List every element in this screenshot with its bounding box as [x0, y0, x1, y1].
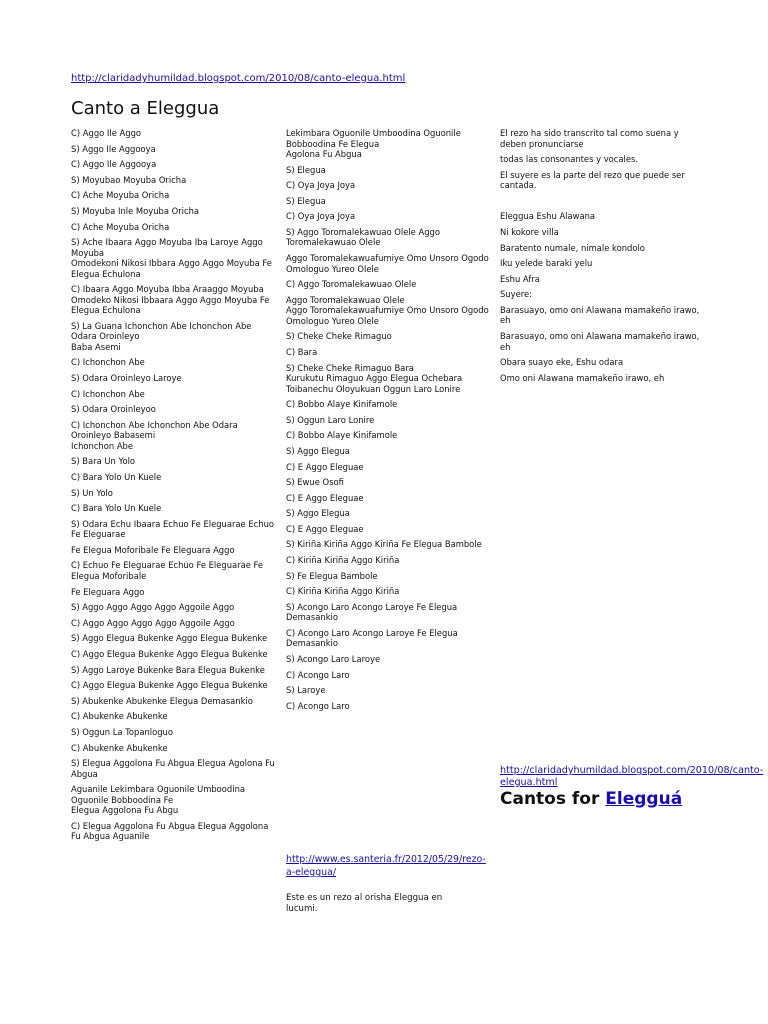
lyric-line: El rezo ha sido transcrito tal como suena y deben pronunciarse: [500, 128, 679, 149]
lyric-line: S) Elegua Aggolona Fu Abgua Elegua Agolona Fu Abgua: [71, 758, 275, 779]
lyric-line: S) Un Yolo: [71, 487, 113, 498]
lyric-line: C) Bobbo Alaye Kinifamole: [286, 430, 398, 441]
lyric-line: Fe Eleguara Aggo: [71, 586, 145, 597]
lyric-line: S) Cheke Cheke Rimaguo: [286, 331, 392, 342]
lyric-line: S) Odara Echu Ibaara Echuo Fe Eleguarae Echuo Fe Eleguarae: [71, 518, 275, 540]
lyric-line: S) Odara Oroinleyo Laroye: [71, 373, 182, 384]
lyric-line: S) Oggun La Topanloguo: [71, 726, 173, 737]
lyric-line: C) Abukenke Abukenke: [71, 711, 168, 722]
lyric-line: S) Aggo Elegua Bukenke Aggo Elegua Bukenke: [71, 633, 268, 644]
lyric-line: S) Kiriña Kiriña Aggo Kiriña Fe Elegua Bambole: [286, 539, 482, 550]
lyric-line: Aggo Toromalekawuafumiye Omo Unsoro Ogodo Omologuo Yureo Olele: [286, 253, 489, 274]
lyric-line: S) Cheke Cheke Rimaguo Bara Kurukutu Rimaguo Aggo Elegua Ochebara Toibanechu Oloyukuan Oggun Laro Lonire: [286, 362, 463, 394]
lyric-line: C) Bara: [286, 346, 318, 357]
lyric-line: S) Aggo Aggo Aggo Aggo Aggoile Aggo: [71, 602, 235, 613]
cantos-heading-text: Cantos for: [500, 789, 606, 809]
lyric-line: C) Bara Yolo Un Kuele: [71, 503, 162, 514]
lyric-line: S) Aggo Laroye Bukenke Bara Elegua Bukenke: [71, 664, 265, 675]
lyric-line: Omo oni Alawana mamakeño irawo, eh: [500, 372, 665, 383]
lyric-line: S) Ewue Osofi: [286, 477, 344, 488]
lyric-line: C) Acongo Laro Acongo Laroye Fe Elegua Demasankio: [286, 627, 458, 649]
lyric-line: El suyere es la parte del rezo que puede ser cantada.: [500, 169, 685, 191]
lyric-line: Ni kokore villa: [500, 226, 559, 237]
lyric-line: S) Moyubao Moyuba Oricha: [71, 174, 187, 185]
cantos-heading: [500, 789, 682, 809]
lyric-line: S) Bara Un Yolo: [71, 456, 136, 467]
lyric-line: C) Aggo Toromalekawuao Olele: [286, 279, 417, 290]
page-title: Canto a Eleggua: [71, 98, 220, 119]
lyric-line: Aguanile Lekimbara Oguonile Umboodina Oguonile Bobboodina Fe Elegua Aggolona Fu Abgu: [71, 784, 246, 816]
lyric-line: S) Laroye: [286, 685, 326, 696]
lyric-line: S) Acongo Laro Acongo Laroye Fe Elegua Demasankio: [286, 601, 458, 623]
lyric-line: C) Aggo Aggo Aggo Aggo Aggoile Aggo: [71, 617, 235, 628]
lyric-line: S) Fe Elegua Bambole: [286, 570, 378, 581]
lyric-line: C) Elegua Aggolona Fu Abgua Elegua Aggolona Fu Abgua Aguanile: [71, 820, 269, 842]
lyric-line: C) Aggo Ile Aggo: [71, 128, 142, 138]
lyric-line: C) Kiriña Kiriña Aggo Kiriña: [286, 586, 400, 597]
lyric-line: S) Oggun Laro Lonire: [286, 414, 375, 425]
lyric-line: C) Aggo Elegua Bukenke Aggo Elegua Bukenke: [71, 680, 268, 691]
lyric-line: S) Moyuba Inle Moyuba Oricha: [71, 205, 200, 216]
lyric-line: C) E Aggo Eleguae: [286, 492, 364, 503]
eleggua-link[interactable]: Elegguá: [605, 789, 683, 809]
lyric-line: C) Oya Joya Joya: [286, 211, 356, 222]
lyric-line: Baratento numale, nimale kondolo: [500, 242, 645, 253]
lyric-line: C) Echuo Fe Eleguarae Echuo Fe Eleguarae Fe Elegua Moforibale: [71, 560, 264, 581]
lyric-line: todas las consonantes y vocales.: [500, 154, 639, 165]
lyric-line: S) Acongo Laro Laroye: [286, 654, 381, 665]
lyric-line: [500, 196, 705, 207]
lyric-line: C) Aggo Ile Aggooya: [71, 159, 157, 170]
lyric-line: Barasuayo, omo oni Alawana mamakeño irawo, eh: [500, 331, 700, 352]
lyric-line: C) Ache Moyuba Oricha: [71, 221, 170, 232]
lyric-line: S) Odara Oroinleyoo: [71, 404, 156, 415]
lyric-line: Eleggua Eshu Alawana: [500, 211, 596, 222]
lyric-line: C) Bobbo Alaye Kinifamole: [286, 399, 398, 410]
lyric-line: C) Ichonchon Abe Ichonchon Abe Odara Oroinleyo Babasemi Ichonchon Abe: [71, 419, 238, 451]
lyrics-column-1: [71, 128, 276, 847]
lyric-line: Suyere:: [500, 289, 532, 300]
lyric-line: C) Bara Yolo Un Kuele: [71, 472, 162, 482]
lyric-line: Aggo Toromalekawuao Olele Aggo Toromalekawuafumiye Omo Unsoro Ogodo Omologuo Yureo Olele: [286, 294, 489, 326]
notes-column: [500, 128, 705, 388]
lyric-line: S) Aggo Elegua: [286, 508, 350, 519]
lyric-line: S) Ache Ibaara Aggo Moyuba Iba Laroye Aggo Moyuba Omodekoni Nikosi Ibbara Aggo Aggo Moyuba Fe Elegua Echulona: [71, 237, 272, 279]
lyric-line: Eshu Afra: [500, 273, 540, 284]
lyric-line: C) Kiriña Kiriña Aggo Kiriña: [286, 555, 400, 566]
lyric-line: S) Elegua: [286, 164, 326, 175]
lyrics-column-2: [286, 128, 491, 716]
lyric-line: C) E Aggo Eleguae: [286, 523, 364, 534]
lyric-line: C) Aggo Elegua Bukenke Aggo Elegua Bukenke: [71, 648, 268, 659]
lyric-line: C) Abukenke Abukenke: [71, 742, 168, 753]
lyric-line: C) E Aggo Eleguae: [286, 461, 364, 472]
lyric-line: S) La Guana Ichonchon Abe Ichonchon Abe Odara Oroinleyo Baba Asemi: [71, 320, 252, 352]
source-link-bottom[interactable]: http://claridadyhumildad.blogspot.com/2010/08/canto-elegua.html: [500, 765, 764, 788]
lyric-line: C) Acongo Laro: [286, 669, 350, 680]
lyric-line: Fe Elegua Moforibale Fe Eleguara Aggo: [71, 544, 235, 555]
lyric-line: S) Abukenke Abukenke Elegua Demasankio: [71, 695, 253, 706]
lyric-line: C) Ichonchon Abe: [71, 388, 145, 399]
lyric-line: Lekimbara Oguonile Umboodina Oguonile Bobboodina Fe Elegua Agolona Fu Abgua: [286, 128, 461, 159]
lyric-line: C) Oya Joya Joya: [286, 180, 356, 191]
lyric-line: S) Elegua: [286, 195, 326, 206]
lyric-line: Barasuayo, omo oni Alawana mamakeño irawo, eh: [500, 304, 700, 326]
lyric-line: C) Ache Moyuba Oricha: [71, 190, 170, 201]
lyric-line: C) Acongo Laro: [286, 700, 350, 711]
source-link-top[interactable]: http://claridadyhumildad.blogspot.com/2010/08/canto-elegua.html: [71, 73, 406, 84]
lyric-line: S) Aggo Ile Aggooya: [71, 143, 156, 154]
lyric-line: S) Aggo Toromalekawuao Olele Aggo Toromalekawuao Olele: [286, 226, 440, 248]
lyric-line: S) Aggo Elegua: [286, 445, 350, 456]
lyric-line: C) Ichonchon Abe: [71, 357, 145, 368]
santeria-link[interactable]: http://www.es.santeria.fr/2012/05/29/rezo-a-eleggua/: [286, 854, 486, 878]
lyric-line: C) Ibaara Aggo Moyuba Ibba Araaggo Moyuba Omodeko Nikosi Ibbaara Aggo Aggo Moyuba Fe Elegua Echulona: [71, 284, 270, 316]
lyric-line: Iku yelede baraki yelu: [500, 258, 593, 269]
lyric-line: Obara suayo eke, Eshu odara: [500, 357, 624, 368]
rezo-note: Este es un rezo al orisha Eleggua en lucumi.: [286, 893, 443, 914]
